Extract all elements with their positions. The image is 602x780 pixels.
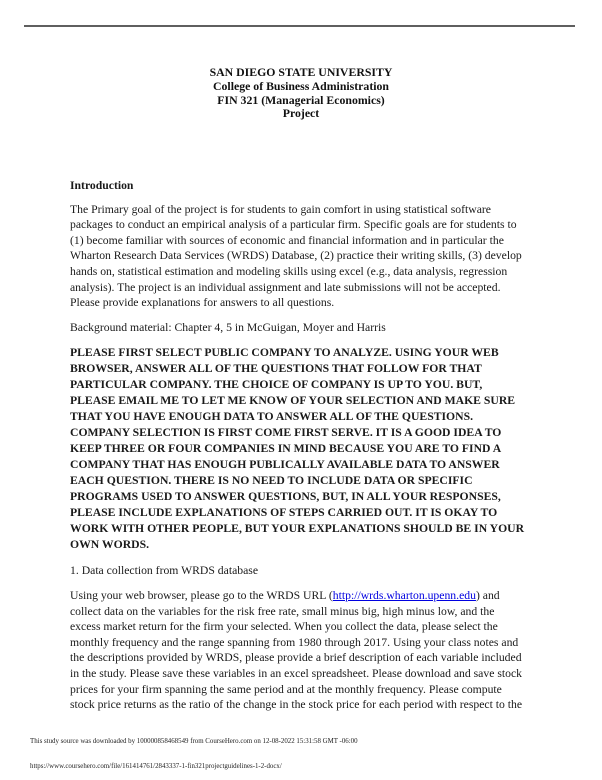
company-selection-instructions: PLEASE FIRST SELECT PUBLIC COMPANY TO ANALYZE. USING YOUR WEB BROWSER, ANSWER ALL OF THE QUESTIONS THAT FOLLOW FOR THAT PARTICULAR COMPANY. THE CHOICE OF COMPANY IS UP TO YOU. BUT, PLEASE EMAIL ME TO LET ME KNOW OF YOUR SELECTION AND MAKE SURE THAT YOU HAVE ENOUGH DATA TO ANSWER ALL OF THE QUESTIONS. COMPANY SELECTION IS FIRST COME FIRST SERVE. IT IS A GOOD IDEA TO KEEP THREE OR FOUR COMPANIES IN MIND BECAUSE YOU ARE TO FIND A COMPANY THAT HAS ENOUGH PUBLICALLY AVAILABLE DATA TO ANSWER EACH QUESTION. THERE IS NO NEED TO INCLUDE DATA OR SPECIFIC PROGRAMS USED TO ANSWER QUESTIONS, BUT, IN ALL YOUR RESPONSES, PLEASE INCLUDE EXPLANATIONS OF STEPS CARRIED OUT. IT IS OKAY TO WORK WITH OTHER PEOPLE, BUT YOUR EXPLANATIONS SHOULD BE IN YOUR OWN WORDS. xyxy=(70,346,525,552)
section1-paragraph xyxy=(70,588,536,713)
course-name: FIN 321 (Managerial Economics) xyxy=(217,92,385,107)
section1-text-after-link: ) and collect data on the variables for the risk free rate, small minus big, high minus low, and the excess market return for the firm your selected. When you collect the data, please select the monthly frequency and the range spanning from 1980 through 2017. Using your class notes and the descriptions provided by WRDS, please provide a brief description of each variable included in the study. Please save these variables in an excel spreadsheet. Please download and save stock prices for your firm spanning the same period and at the monthly frequency. Please compute stock price returns as the ratio of the change in the stock price for each period with respect to the xyxy=(70,588,523,712)
document-title: Project xyxy=(282,106,320,121)
college-name: College of Business Administration xyxy=(213,78,389,93)
wrds-url-link[interactable]: http://wrds.wharton.upenn.edu xyxy=(332,588,476,602)
background-material-line: Background material: Chapter 4, 5 in McGuigan, Moyer and Harris xyxy=(70,320,386,334)
document-header xyxy=(0,66,602,121)
document-body xyxy=(70,178,536,722)
coursehero-source-url: https://www.coursehero.com/file/161414761/2843337-1-fin321projectguidelines-1-2-docx/ xyxy=(30,763,282,770)
university-name: SAN DIEGO STATE UNIVERSITY xyxy=(209,65,393,79)
intro-paragraph: The Primary goal of the project is for students to gain comfort in using statistical software packages to conduct an empirical analysis of a particular firm. Specific goals are for students to (1) become familiar with sources of economic and financial information and in particular the Wharton Research Data Services (WRDS) Database, (2) practice their writing skills, (3) develop hands on, statistical estimation and modeling skills using excel (e.g., data analysis, regression analysis). The project is an individual assignment and late submissions will not be accepted. Please provide explanations for answers to all questions. xyxy=(70,202,522,310)
header-rule xyxy=(24,25,575,27)
section1-heading: 1. Data collection from WRDS database xyxy=(70,564,259,578)
intro-heading: Introduction xyxy=(70,179,134,192)
coursehero-download-notice: This study source was downloaded by 100000858468549 from CourseHero.com on 12-08-2022 15:31:58 GMT -06:00 xyxy=(30,738,358,745)
section1-text-before-link: Using your web browser, please go to the WRDS URL ( xyxy=(70,588,333,602)
